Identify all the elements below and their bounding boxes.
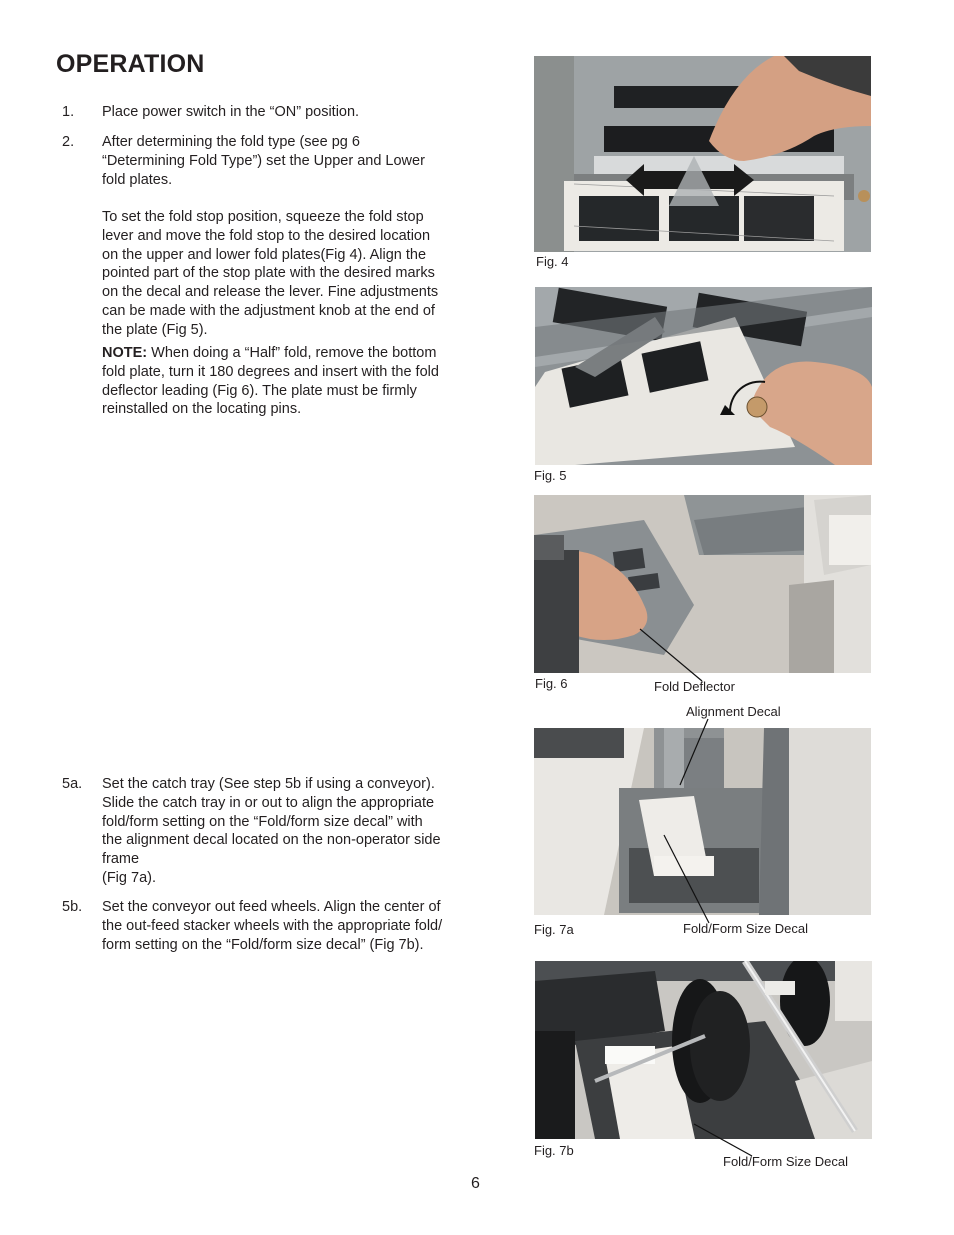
- step-5a-text: [102, 775, 477, 888]
- step-1-text: Place power switch in the “ON” position.: [102, 104, 360, 120]
- step-1-number: 1.: [62, 104, 75, 120]
- fig-7b-photo: [535, 961, 872, 1139]
- page-title: OPERATION: [56, 50, 205, 78]
- fold-form-size-decal-callout: Fold/Form Size Decal: [683, 921, 808, 936]
- step-2-line: “Determining Fold Type”) set the Upper and Lower: [102, 152, 425, 169]
- fig-7b-caption: Fig. 7b: [534, 1143, 574, 1158]
- step-5a-line: frame: [102, 851, 140, 868]
- step-2-text: [102, 133, 477, 189]
- step-2-number: 2.: [62, 134, 75, 150]
- note-paragraph: [102, 344, 477, 419]
- step-5a-number: 5a.: [62, 776, 83, 792]
- step-5b-line: form setting on the “Fold/form size decal” (Fig 7b).: [102, 936, 424, 953]
- paragraph-line: lever and move the fold stop to the desired location: [102, 227, 431, 244]
- step-5a-line: (Fig 7a).: [102, 869, 156, 886]
- paragraph-line: pointed part of the stop plate with the desired marks: [102, 265, 435, 282]
- fig-6-caption: Fig. 6: [535, 676, 568, 691]
- paragraph-line: To set the fold stop position, squeeze the fold stop: [102, 209, 424, 225]
- fig-5-photo: [535, 287, 872, 465]
- step-5b-text: [102, 898, 477, 954]
- paragraph-line: on the decal and release the lever. Fine adjustments: [102, 284, 439, 301]
- step-5b-line: Set the conveyor out feed wheels. Align the center of: [102, 899, 441, 915]
- step-5a-line: Set the catch tray (See step 5b if using a conveyor).: [102, 776, 435, 792]
- page-number: 6: [471, 1175, 480, 1192]
- alignment-decal-callout: Alignment Decal: [686, 704, 781, 719]
- note-text: When doing a “Half” fold, remove the bottom: [147, 345, 437, 361]
- step-5b-line: the out-feed stacker wheels with the appropriate fold/: [102, 917, 443, 934]
- paragraph-line: the plate (Fig 5).: [102, 321, 208, 338]
- step-2-line: fold plates.: [102, 171, 173, 188]
- note-line: deflector leading (Fig 6). The plate must be firmly: [102, 382, 417, 399]
- note-line: fold plate, turn it 180 degrees and insert with the fold: [102, 363, 439, 380]
- fig-7a-caption: Fig. 7a: [534, 922, 574, 937]
- step-2-line: After determining the fold type (see pg 6: [102, 134, 360, 150]
- paragraph-line: can be made with the adjustment knob at the end of: [102, 302, 435, 319]
- note-label: NOTE:: [102, 345, 148, 361]
- fig-6-callout-line: [634, 625, 714, 685]
- fig-4-caption: Fig. 4: [536, 254, 569, 269]
- fig-4-photo: [534, 56, 871, 252]
- fold-form-size-decal-callout-7b: Fold/Form Size Decal: [723, 1154, 848, 1169]
- fig-5-caption: Fig. 5: [534, 468, 567, 483]
- step-5a-line: fold/form setting on the “Fold/form size decal” with: [102, 813, 423, 830]
- note-line: reinstalled on the locating pins.: [102, 401, 302, 418]
- step-5a-line: Slide the catch tray in or out to align the appropriate: [102, 794, 435, 811]
- fold-deflector-callout: Fold Deflector: [654, 679, 735, 694]
- step-5b-number: 5b.: [62, 899, 83, 915]
- paragraph-line: on the upper and lower fold plates(Fig 4). Align the: [102, 246, 427, 263]
- fold-stop-paragraph: [102, 208, 477, 340]
- step-5a-line: the alignment decal located on the non-operator side: [102, 832, 441, 849]
- fig-7a-callout-lines: [534, 695, 871, 955]
